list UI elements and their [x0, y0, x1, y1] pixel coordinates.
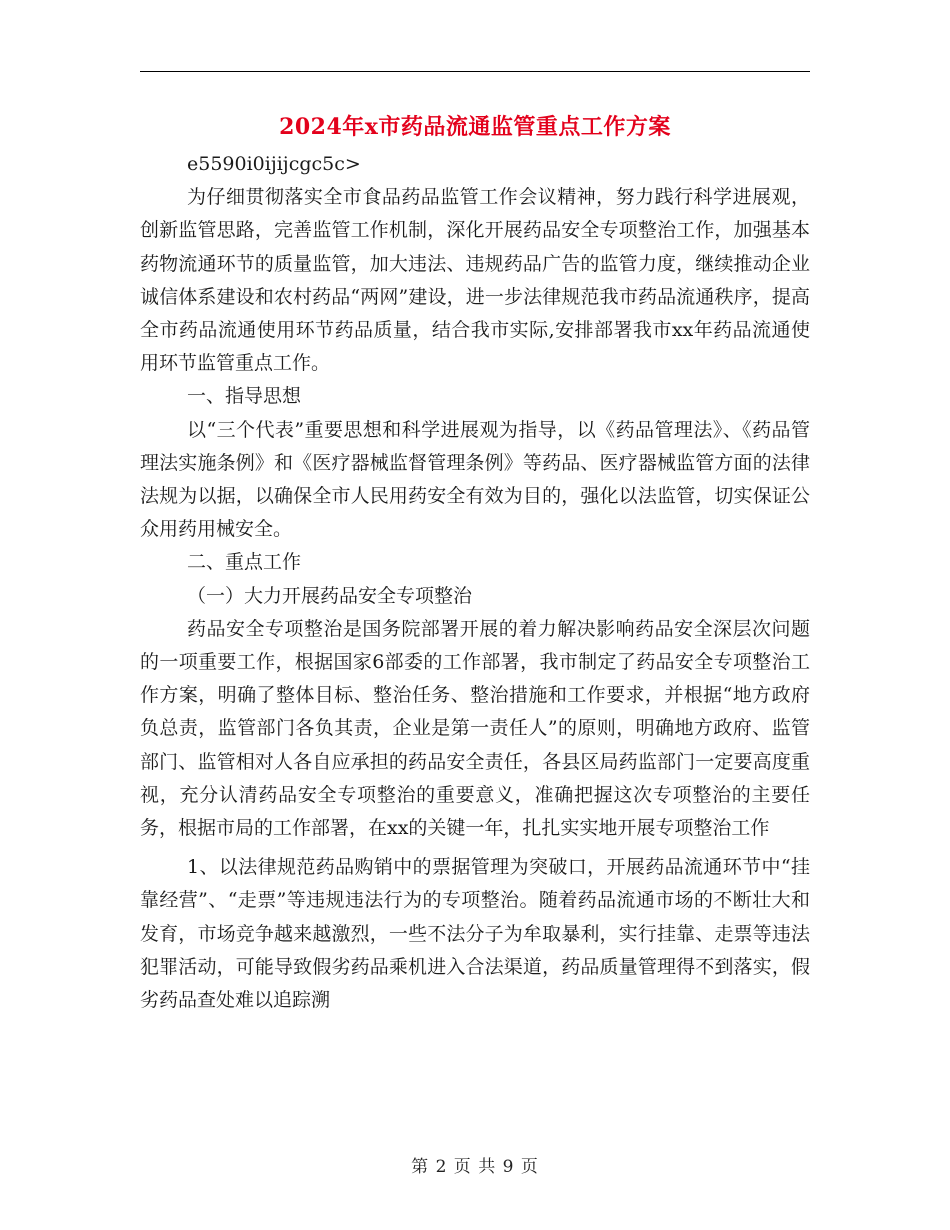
heading-guiding-thought: 一、指导思想: [187, 385, 302, 408]
heading-key-work: 二、重点工作: [187, 551, 302, 574]
paragraph-item-1: 1、以法律规范药品购销中的票据管理为突破口，开展药品流通环节中“挂靠经营”、“走票”等违规违法行为的专项整治。随着药品流通市场的不断壮大和发育，市场竞争越来越激烈，一些不法分子为牟取暴利，实行挂靠、走票等违法犯罪活动，可能导致假劣药品乘机进入合法渠道，药品质量管理得不到落实，假劣药品查处难以追踪溯: [140, 856, 810, 1012]
paragraph-guiding: 以“三个代表”重要思想和科学进展观为指导，以《药品管理法》、《药品管理法实施条例》和《医疗器械监督管理条例》等药品、医疗器械监管方面的法律法规为以据，以确保全市人民用药安全有效为目的，强化以法监管，切实保证公众用药用械安全。: [140, 418, 810, 541]
document-code: e5590i0ijijcgc5c>: [187, 153, 361, 175]
paragraph-campaign: 药品安全专项整治是国务院部署开展的着力解决影响药品安全深层次问题的一项重要工作，根据国家6部委的工作部署，我市制定了药品安全专项整治工作方案，明确了整体目标、整治任务、整治措施和工作要求，并根据“地方政府负总责，监管部门各负其责，企业是第一责任人”的原则，明确地方政府、监管部门、监管相对人各自应承担的药品安全责任，各县区局药监部门一定要高度重视，充分认清药品安全专项整治的重要意义，准确把握这次专项整治的主要任务，根据市局的工作部署，在xx的关键一年，扎扎实实地开展专项整治工作: [140, 617, 810, 840]
paragraph-intro: 为仔细贯彻落实全市食品药品监管工作会议精神，努力践行科学进展观，创新监管思路，完善监管工作机制，深化开展药品安全专项整治工作，加强基本药物流通环节的质量监管，加大违法、违规药品广告的监管力度，继续推动企业诚信体系建设和农村药品“两网”建设，进一步法律规范我市药品流通秩序，提高全市药品流通使用环节药品质量，结合我市实际,安排部署我市xx年药品流通使用环节监管重点工作。: [140, 186, 810, 375]
header-rule: [140, 71, 810, 72]
subheading-campaign: （一）大力开展药品安全专项整治: [187, 584, 473, 607]
document-body: [140, 148, 810, 1017]
document-title: 2024年x市药品流通监管重点工作方案: [279, 114, 671, 140]
page-number-footer: 第 2 页 共 9 页: [411, 1157, 539, 1177]
